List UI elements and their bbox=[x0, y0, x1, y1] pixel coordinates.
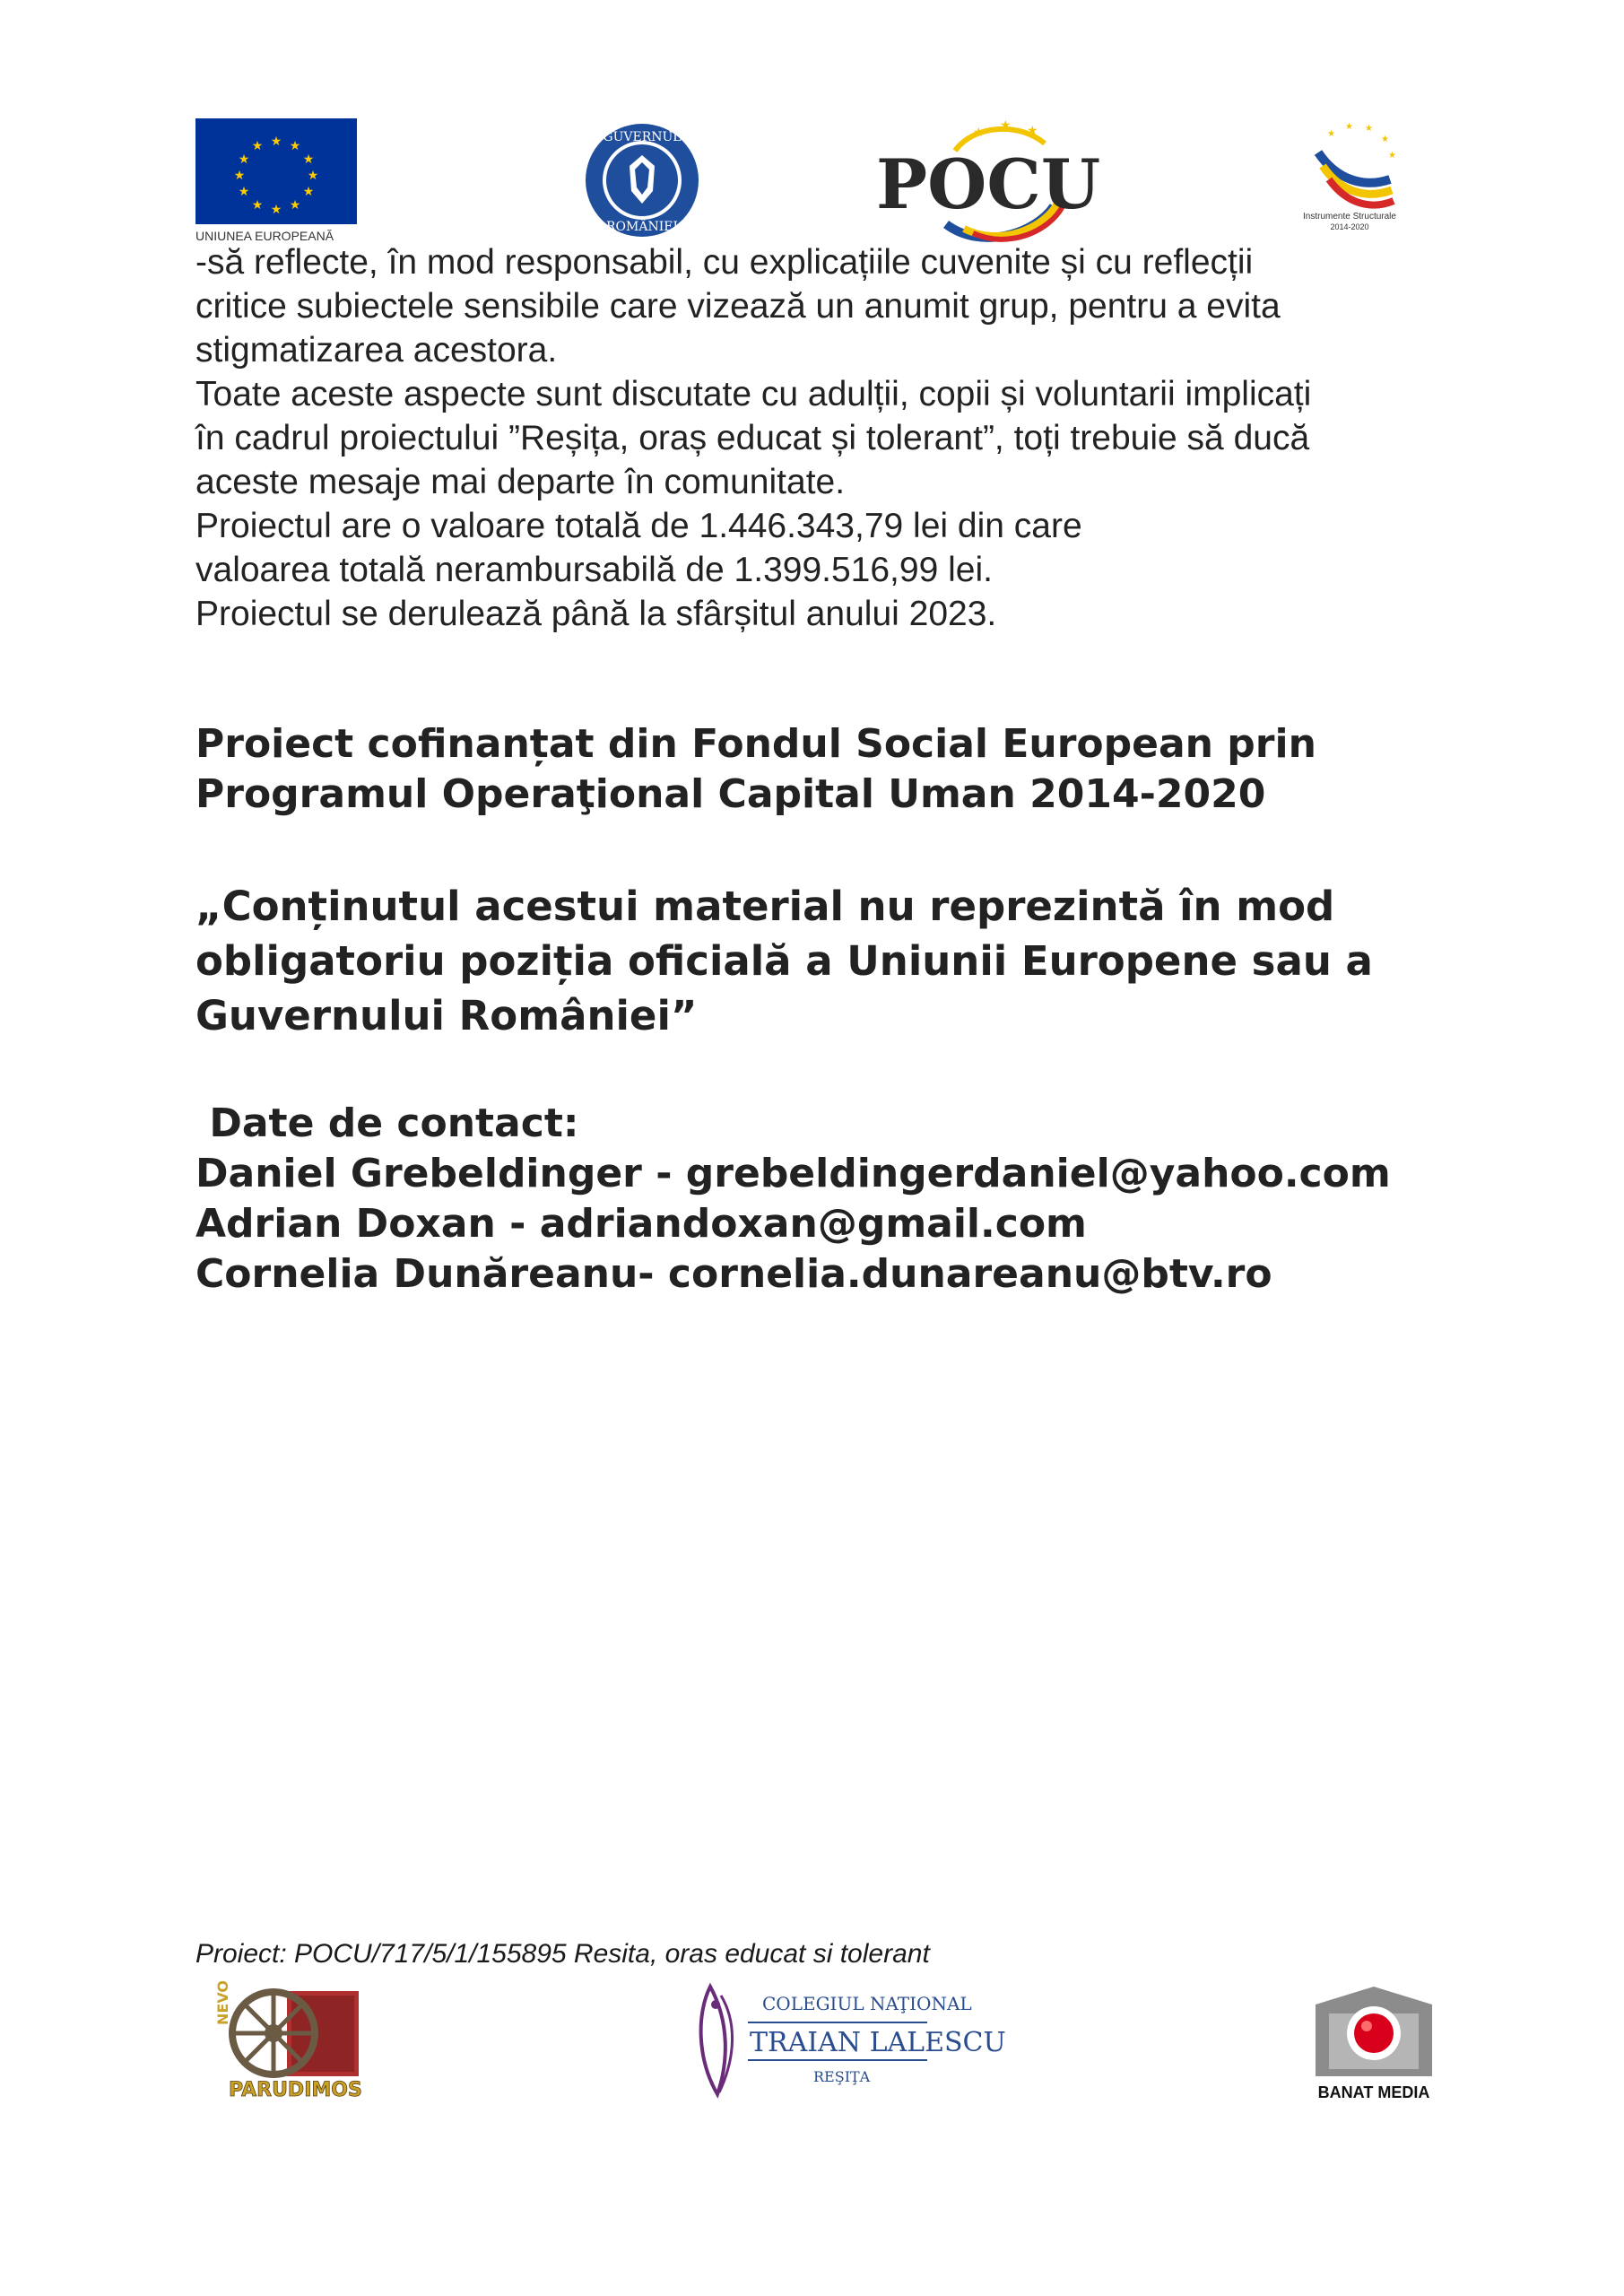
contact-section bbox=[195, 1099, 1496, 1300]
svg-text:ROMÂNIEI: ROMÂNIEI bbox=[606, 220, 678, 234]
cofinancing-line: Proiect cofinanțat din Fondul Social European prin bbox=[195, 721, 1316, 767]
svg-text:★: ★ bbox=[1027, 124, 1038, 138]
svg-text:★: ★ bbox=[1365, 124, 1373, 134]
pocu-logo-icon bbox=[874, 117, 1116, 242]
nevo-parudimos-logo bbox=[202, 1978, 372, 2103]
svg-text:POCU: POCU bbox=[876, 144, 1101, 224]
contact-heading: Date de contact: bbox=[195, 1100, 579, 1146]
contact-person: Cornelia Dunăreanu- cornelia.dunareanu@btv.ro bbox=[195, 1251, 1272, 1297]
banat-media-logo bbox=[1311, 1978, 1437, 2105]
contact-person: Adrian Doxan - adriandoxan@gmail.com bbox=[195, 1201, 1087, 1247]
body-line: în cadrul proiectului ”Reșița, oraș educat și tolerant”, toți trebuie să ducă bbox=[195, 419, 1310, 457]
body-paragraphs bbox=[195, 240, 1469, 636]
colegiul-traian-lalescu-logo bbox=[692, 1978, 1006, 2105]
disclaimer-line: Guvernului României” bbox=[195, 992, 698, 1039]
svg-text:★: ★ bbox=[233, 169, 246, 183]
instrumente-structurale-logo-icon bbox=[1282, 117, 1417, 235]
svg-text:Instrumente Structurale: Instrumente Structurale bbox=[1303, 212, 1396, 222]
cofinancing-statement bbox=[195, 719, 1496, 820]
svg-text:★: ★ bbox=[270, 203, 282, 217]
svg-text:BANAT MEDIA: BANAT MEDIA bbox=[1317, 2083, 1430, 2101]
svg-text:★: ★ bbox=[270, 135, 282, 149]
body-line: stigmatizarea acestora. bbox=[195, 331, 558, 370]
svg-text:2014-2020: 2014-2020 bbox=[1330, 222, 1369, 231]
svg-text:★: ★ bbox=[1388, 151, 1396, 161]
svg-text:TRAIAN LALESCU: TRAIAN LALESCU bbox=[750, 2027, 1006, 2058]
eu-logo bbox=[195, 118, 357, 244]
project-code: Proiect: POCU/717/5/1/155895 Resita, oras educat si tolerant bbox=[195, 1939, 930, 1969]
contact-person: Daniel Grebeldinger - grebeldingerdaniel@yahoo.com bbox=[195, 1151, 1391, 1196]
svg-text:★: ★ bbox=[238, 152, 250, 167]
svg-text:★: ★ bbox=[1381, 135, 1389, 144]
eu-flag-icon bbox=[195, 118, 357, 244]
body-line: critice subiectele sensibile care vizează un anumit grup, pentru a evita bbox=[195, 287, 1281, 326]
nevo-parudimos-logo-icon bbox=[202, 1978, 372, 2103]
body-line: -să reflecte, în mod responsabil, cu explicațiile cuvenite și cu reflecții bbox=[195, 243, 1254, 282]
body-line: Proiectul are o valoare totală de 1.446.343,79 lei din care bbox=[195, 507, 1082, 545]
svg-text:PARUDIMOS: PARUDIMOS bbox=[229, 2079, 362, 2101]
colegiul-national-traian-lalescu-logo-icon bbox=[692, 1978, 1006, 2105]
svg-text:NEVO: NEVO bbox=[214, 1979, 231, 2025]
banat-media-logo-icon bbox=[1311, 1978, 1437, 2105]
svg-text:GUVERNUL: GUVERNUL bbox=[603, 130, 682, 144]
svg-text:★: ★ bbox=[973, 126, 985, 140]
pocu-logo bbox=[874, 117, 1116, 242]
body-line: valoarea totală nerambursabilă de 1.399.516,99 lei. bbox=[195, 551, 993, 589]
svg-text:★: ★ bbox=[1345, 122, 1353, 132]
svg-text:UNIUNEA EUROPEANĂ: UNIUNEA EUROPEANĂ bbox=[195, 229, 334, 243]
svg-text:★: ★ bbox=[1000, 118, 1012, 133]
romanian-government-logo bbox=[583, 121, 701, 239]
romanian-government-seal-icon bbox=[583, 121, 701, 239]
svg-text:★: ★ bbox=[302, 185, 315, 199]
svg-text:★: ★ bbox=[1327, 129, 1335, 139]
svg-text:★: ★ bbox=[289, 198, 301, 213]
disclaimer-line: „Conținutul acestui material nu reprezintă în mod bbox=[195, 883, 1335, 930]
disclaimer bbox=[195, 879, 1496, 1043]
svg-text:★: ★ bbox=[307, 169, 319, 183]
instrumente-structurale-logo bbox=[1282, 117, 1417, 235]
cofinancing-line: Programul Operaţional Capital Uman 2014-2020 bbox=[195, 771, 1266, 817]
body-line: aceste mesaje mai departe în comunitate. bbox=[195, 463, 846, 501]
body-line: Proiectul se derulează până la sfârșitul anului 2023. bbox=[195, 595, 997, 633]
svg-text:★: ★ bbox=[251, 198, 264, 213]
svg-text:★: ★ bbox=[289, 139, 301, 153]
svg-text:★: ★ bbox=[302, 152, 315, 167]
svg-text:★: ★ bbox=[251, 139, 264, 153]
svg-text:COLEGIUL NAŢIONAL: COLEGIUL NAŢIONAL bbox=[762, 1993, 972, 2014]
body-line: Toate aceste aspecte sunt discutate cu adulții, copii și voluntarii implicați bbox=[195, 375, 1312, 413]
svg-text:REŞIŢA: REŞIŢA bbox=[813, 2068, 871, 2085]
svg-text:★: ★ bbox=[238, 185, 250, 199]
disclaimer-line: obligatoriu poziția oficială a Uniunii Europene sau a bbox=[195, 937, 1373, 985]
